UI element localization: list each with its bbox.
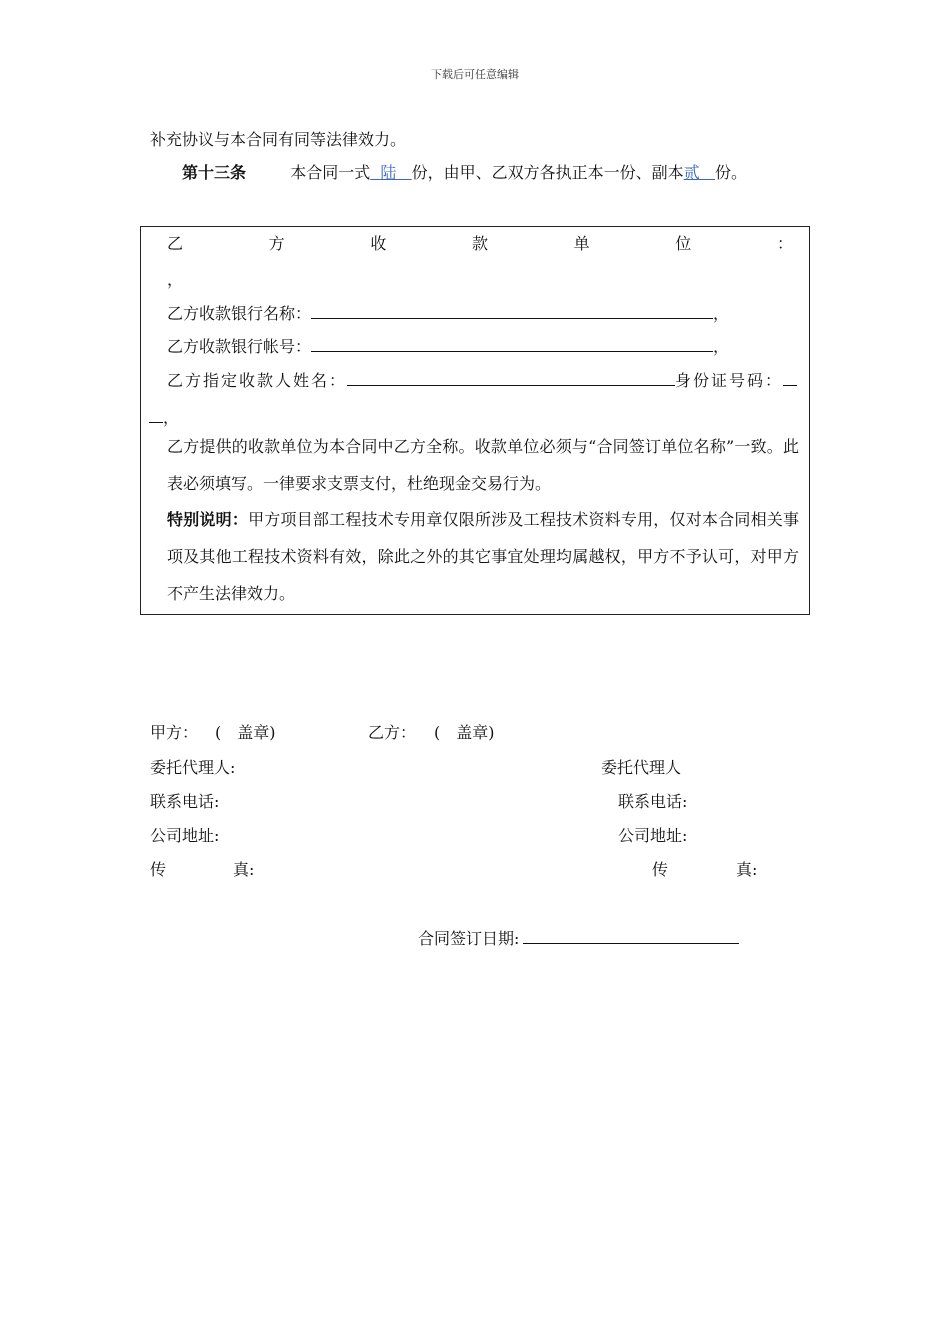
agent-left: 委托代理人:	[150, 758, 236, 777]
address-left: 公司地址:	[150, 826, 220, 845]
page-header: 下载后可任意编辑	[431, 68, 519, 81]
payee-note: 乙方提供的收款单位为本合同中乙方全称。收款单位必须与“合同签订单位名称”一致。此表必须填写。一律要求支票支付，杜绝现金交易行为。	[167, 437, 799, 493]
bank-name-row: 乙方收款银行名称： ，	[167, 304, 730, 323]
article-text-b: 份，由甲、乙双方各执正本一份、副本	[411, 163, 684, 182]
payee-unit-label: 乙 方 收 款 单 位 ：	[167, 234, 793, 253]
party-a-seal: ( 盖章)	[215, 723, 276, 742]
sign-date-row: 合同签订日期:	[418, 926, 739, 949]
bank-account-row: 乙方收款银行帐号： ，	[167, 337, 730, 356]
special-note-text: 甲方项目部工程技术专用章仅限所涉及工程技术资料专用，仅对本合同相关事项及其他工程技术资料有效，除此之外的其它事宜处理均属越权，甲方不予认可，对甲方不产生法律效力。	[167, 510, 799, 603]
payee-unit-comma: ，	[167, 270, 184, 289]
fax-left-char1: 传	[150, 860, 167, 879]
sign-date-field[interactable]	[523, 929, 739, 944]
fax-left-char2: 真:	[233, 860, 255, 879]
payee-info-box	[140, 226, 810, 615]
fax-right-char1: 传	[652, 860, 669, 879]
special-note	[167, 501, 799, 612]
payee-name-field[interactable]	[347, 371, 675, 386]
bank-account-field[interactable]	[311, 337, 713, 352]
id-number-field[interactable]	[783, 371, 797, 386]
article-text-a: 本合同一式	[290, 163, 371, 182]
article-label: 第十三条	[182, 163, 247, 182]
id-number-continuation: ，	[149, 405, 179, 428]
article-text-c: 份。	[714, 163, 747, 182]
intro-line: 补充协议与本合同有同等法律效力。	[150, 130, 407, 149]
bank-name-field[interactable]	[311, 304, 713, 319]
agent-right: 委托代理人	[601, 758, 682, 777]
phone-left: 联系电话:	[150, 792, 220, 811]
special-note-label: 特别说明：	[167, 510, 249, 529]
id-number-field-cont[interactable]	[149, 408, 163, 423]
address-right: 公司地址:	[618, 826, 688, 845]
fax-right-char2: 真:	[736, 860, 758, 879]
copies-total: 陆	[380, 163, 397, 182]
payee-name-row: 乙方指定收款人姓名： 身份证号码：	[167, 368, 797, 391]
article-13	[182, 160, 747, 183]
copies-deputy: 贰	[683, 163, 700, 182]
party-b-label: 乙方：	[368, 723, 417, 742]
party-a-label: 甲方：	[150, 723, 199, 742]
phone-right: 联系电话:	[618, 792, 688, 811]
party-b-seal: ( 盖章)	[434, 723, 495, 742]
